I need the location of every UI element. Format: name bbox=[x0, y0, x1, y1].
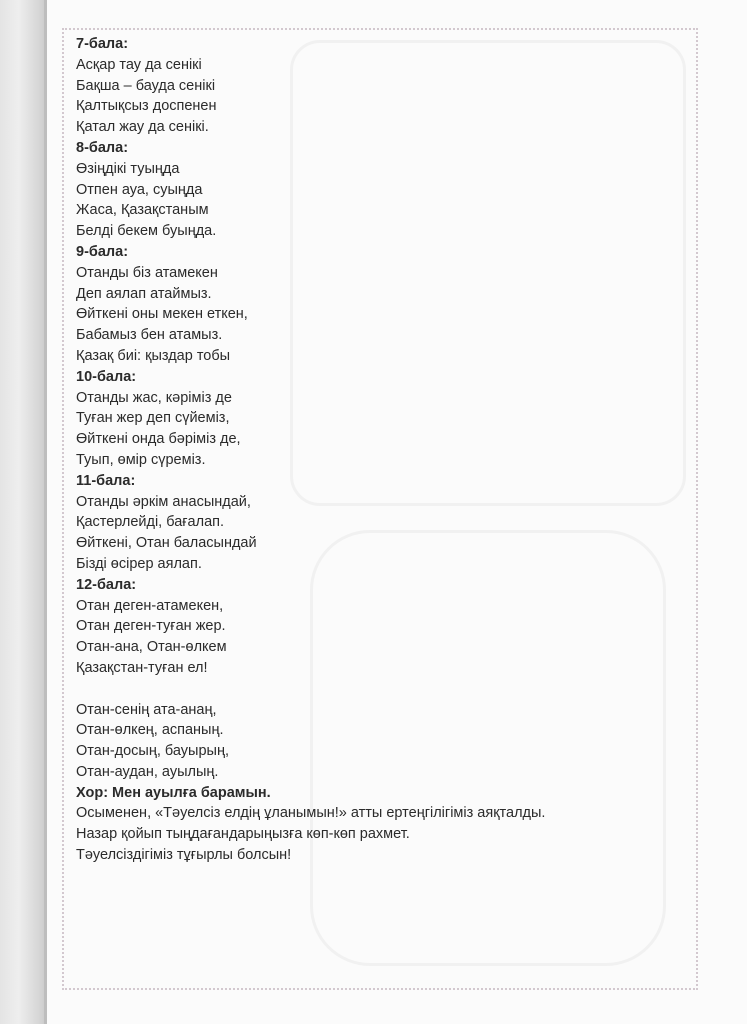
section-heading: 8-бала: bbox=[76, 139, 129, 156]
text-line: Отанды біз атамекен bbox=[76, 264, 218, 281]
text-line: Отан деген-туған жер. bbox=[76, 618, 226, 635]
section-heading: 11-бала: bbox=[76, 472, 136, 489]
blank-line bbox=[76, 679, 676, 700]
text-line: Отан-өлкең, аспаның. bbox=[76, 722, 224, 739]
text-line: Отанды жас, кәріміз де bbox=[76, 389, 232, 406]
text-line: Тәуелсіздігіміз тұғырлы болсын! bbox=[76, 847, 292, 864]
text-line: Қалтықсыз доспенен bbox=[76, 98, 217, 115]
book-spine bbox=[0, 0, 46, 1024]
text-line: Туған жер деп сүйеміз, bbox=[76, 410, 230, 427]
text-line: Отан деген-атамекен, bbox=[76, 597, 224, 614]
section-heading: 9-бала: bbox=[76, 243, 129, 260]
section-heading: 12-бала: bbox=[76, 576, 137, 593]
text-line: Белді бекем буыңда. bbox=[76, 223, 217, 240]
text-line: Қастерлейді, бағалап. bbox=[76, 514, 225, 531]
text-line: Бізді өсірер аялап. bbox=[76, 555, 202, 572]
text-line: Отпен ауа, суыңда bbox=[76, 181, 203, 198]
text-line: Отанды әркім анасындай, bbox=[76, 493, 251, 510]
text-line: Өйткені, Отан баласындай bbox=[76, 535, 257, 552]
text-line: Отан-ана, Отан-өлкем bbox=[76, 639, 227, 656]
section-heading: 7-бала: bbox=[76, 36, 129, 52]
section-heading: 10-бала: bbox=[76, 368, 137, 385]
text-line: Бақша – бауда сенікі bbox=[76, 77, 216, 94]
text-line: Өйткені оны мекен еткен, bbox=[76, 306, 248, 323]
text-line: Назар қойып тыңдағандарыңызға көп-көп рахмет. bbox=[76, 826, 410, 843]
text-line: Отан-аудан, ауылың. bbox=[76, 763, 219, 780]
text-line: Қазақстан-туған ел! bbox=[76, 659, 208, 676]
text-line: Осыменен, «Тәуелсіз елдің ұланымын!» атты ертеңгілігіміз аяқталды. bbox=[76, 805, 546, 822]
text-line: Қазақ биі: қыздар тобы bbox=[76, 347, 231, 364]
text-line: Туып, өмір сүреміз. bbox=[76, 451, 206, 468]
poem-script-text bbox=[76, 34, 676, 866]
text-line: Жаса, Қазақстаным bbox=[76, 202, 209, 219]
section-heading: Хор: Мен ауылға барамын. bbox=[76, 784, 271, 801]
text-line: Өзіңдікі туыңда bbox=[76, 160, 180, 177]
text-line: Өйткені онда бәріміз де, bbox=[76, 431, 241, 448]
text-line: Отан-досың, бауырың, bbox=[76, 743, 229, 760]
text-line: Асқар тау да сенікі bbox=[76, 56, 202, 73]
text-line: Бабамыз бен атамыз. bbox=[76, 327, 223, 344]
text-line: Отан-сенің ата-анаң, bbox=[76, 701, 217, 718]
text-line: Қатал жау да сенікі. bbox=[76, 119, 209, 136]
text-line: Деп аялап атаймыз. bbox=[76, 285, 212, 302]
